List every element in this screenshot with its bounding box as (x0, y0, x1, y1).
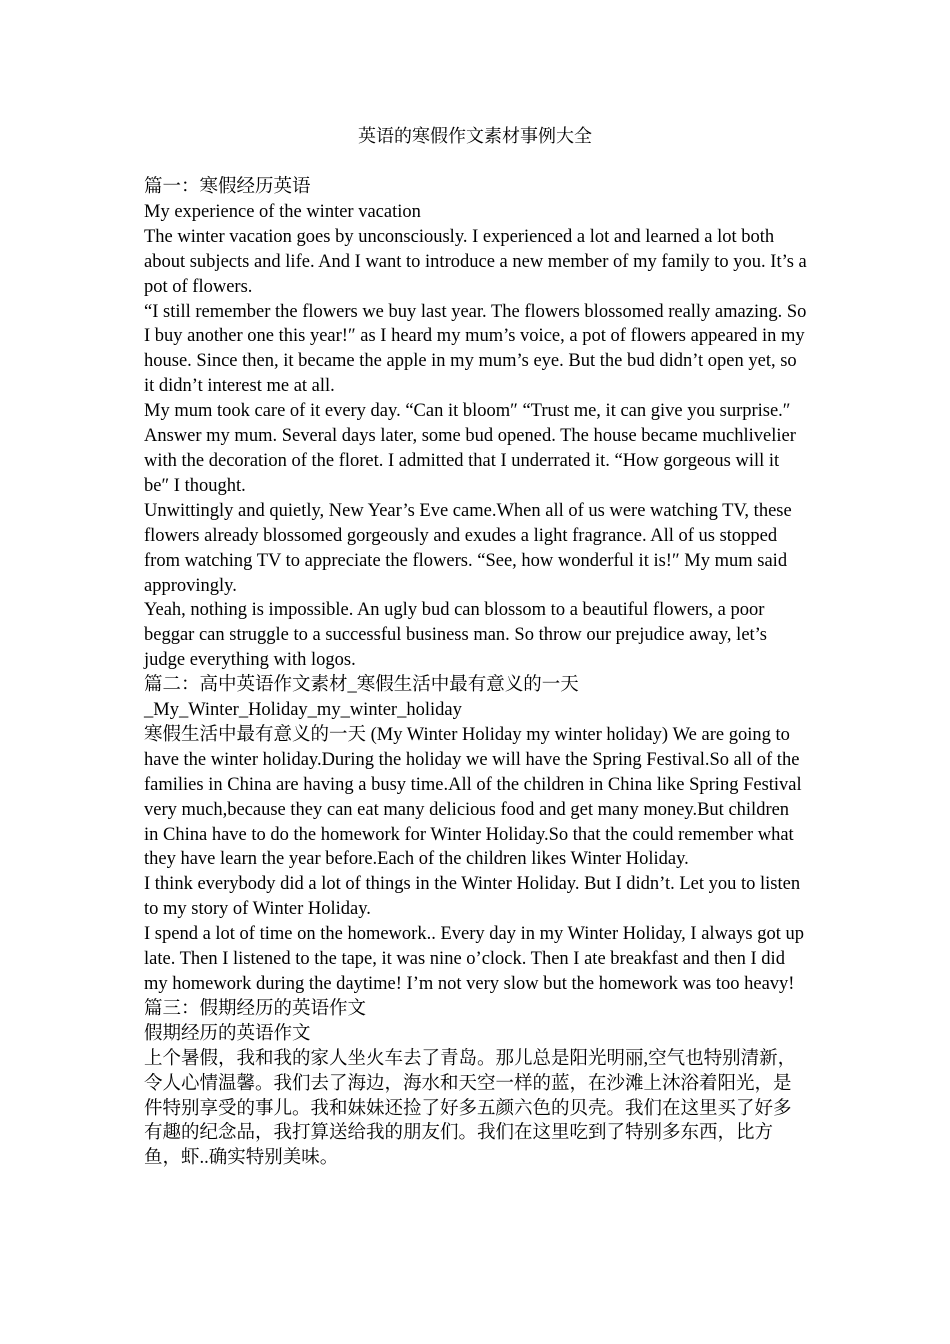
document-body (144, 175, 808, 1171)
paragraph: Unwittingly and quietly, New Year’s Eve came.When all of us were watching TV, these flowers already blossomed gorgeously and exudes a light fragrance. All of us stopped from watching TV to appreciate the flowers. “See, how wonderful it is!″ My mum said approvingly. (144, 500, 792, 596)
paragraph: My experience of the winter vacation (144, 201, 421, 222)
document-title: 英语的寒假作文素材事例大全 (358, 126, 592, 147)
paragraph: The winter vacation goes by unconsciously. I experienced a lot and learned a lot both about subjects and life. And I want to introduce a new member of my family to you. It’s a pot of flowers. (144, 226, 807, 297)
paragraph: My mum took care of it every day. “Can it bloom″ “Trust me, it can give you surprise.″ Answer my mum. Several days later, some bud opened. The house became muchlivelier with the decoration of the floret. I admitted that I underrated it. “How gorgeous will it be″ I thought. (144, 401, 796, 496)
paragraph: I spend a lot of time on the homework.. Every day in my Winter Holiday, I always got up late. Then I listened to the tape, it was nine o’clock. Then I ate breakfast and then I did my homework during the daytime! I’m not very slow but the homework was too heavy! (144, 924, 804, 994)
paragraph: 上个暑假，我和我的家人坐火车去了青岛。那儿总是阳光明丽,空气也特别清新，令人心情温馨。我们去了海边，海水和天空一样的蓝，在沙滩上沐浴着阳光，是件特别享受的事儿。我和妹妹还捡了好多五颜六色的贝壳。我们在这里买了好多有趣的纪念品，我打算送给我的朋友们。我们在这里吃到了特别多东西，比方鱼，虾..确实特别美味。 (144, 1048, 797, 1169)
paragraph: “I still remember the flowers we buy last year. The flowers blossomed really amazing. So I buy another one this year!″ as I heard my mum’s voice, a pot of flowers appeared in my house. Since then, it became the apple in my mum’s eye. But the bud didn’t open yet, so it didn’t interest me at all. (144, 301, 807, 397)
paragraph: 假期经历的英语作文 (144, 1023, 311, 1044)
paragraph: I think everybody did a lot of things in the Winter Holiday. But I didn’t. Let you to listen to my story of Winter Holiday. (144, 874, 801, 920)
paragraph: Yeah, nothing is impossible. An ugly bud can blossom to a beautiful flowers, a poor beggar can struggle to a successful business man. So throw our prejudice away, let’s judge everything with logos. (144, 600, 768, 671)
section-heading-2: 篇二：高中英语作文素材_寒假生活中最有意义的一天_My_Winter_Holiday_my_winter_holiday (144, 675, 579, 721)
section-heading-3: 篇三：假期经历的英语作文 (144, 998, 367, 1019)
paragraph: 寒假生活中最有意义的一天 (My Winter Holiday my winter holiday) We are going to have the winter holiday.During the holiday we will have the Spring Festival.So all of the families in China are having a busy time.All of the children in China like Spring Festival very much,because they can eat many delicious food and get many money.But children in China have to do the homework for Winter Holiday.So that the could remember what they have learn the year before.Each of the children likes Winter Holiday. (144, 724, 802, 870)
section-heading-1: 篇一：寒假经历英语 (144, 177, 311, 197)
